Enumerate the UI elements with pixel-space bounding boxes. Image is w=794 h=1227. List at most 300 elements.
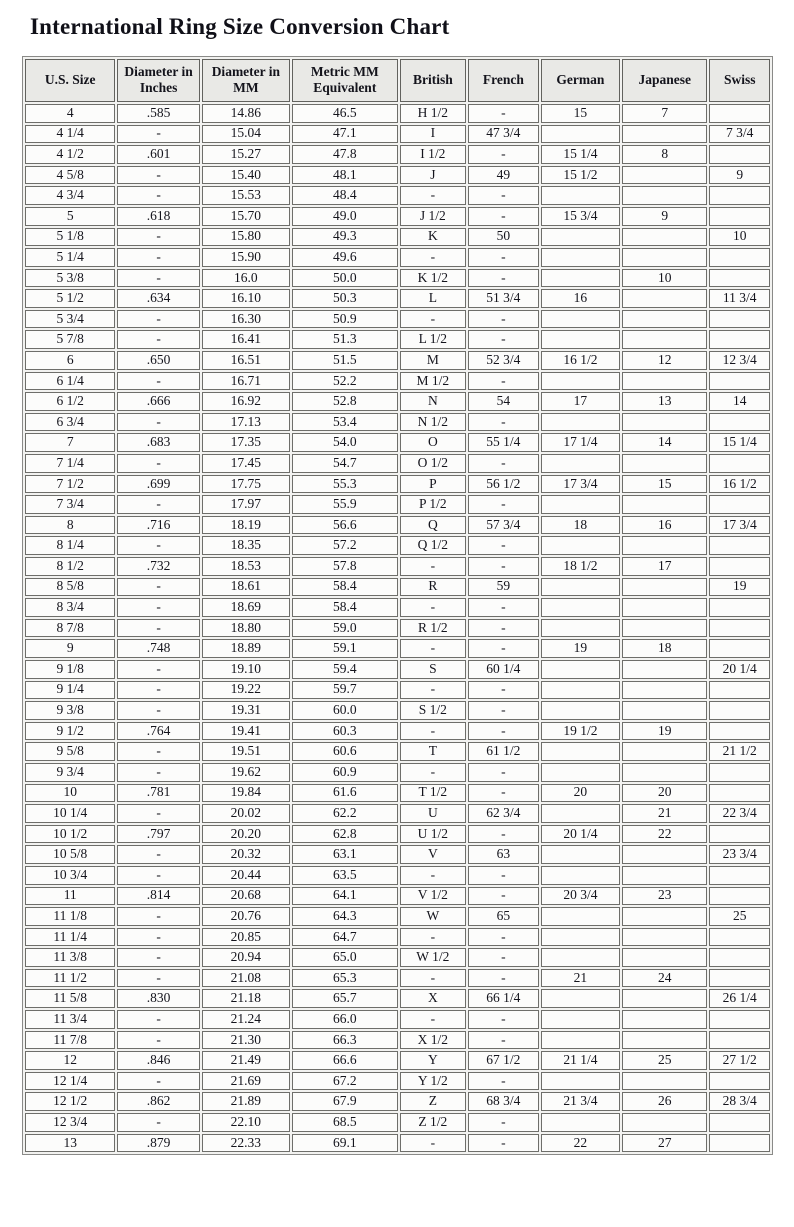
table-row [25, 269, 770, 288]
table-cell: 47.8 [292, 145, 398, 164]
table-cell: 16.10 [202, 289, 290, 308]
table-cell: .716 [117, 516, 199, 535]
table-cell: - [117, 248, 199, 267]
table-row [25, 1113, 770, 1132]
table-cell: - [117, 969, 199, 988]
table-cell: - [117, 681, 199, 700]
table-cell: - [468, 1134, 539, 1153]
table-cell [622, 1031, 707, 1050]
table-cell: - [468, 1010, 539, 1029]
table-cell: 11 7/8 [25, 1031, 115, 1050]
table-cell: - [468, 701, 539, 720]
table-cell: - [400, 969, 466, 988]
table-row [25, 619, 770, 638]
table-cell: 5 3/8 [25, 269, 115, 288]
table-row [25, 845, 770, 864]
table-cell: 12 [25, 1051, 115, 1070]
table-cell: Q 1/2 [400, 536, 466, 555]
table-cell [541, 248, 620, 267]
table-cell [709, 310, 770, 329]
table-cell: 48.1 [292, 166, 398, 185]
table-cell: 7 1/4 [25, 454, 115, 473]
table-cell: 16.30 [202, 310, 290, 329]
table-cell: 57 3/4 [468, 516, 539, 535]
table-cell [622, 228, 707, 247]
table-cell: K 1/2 [400, 269, 466, 288]
table-cell: 17 [541, 392, 620, 411]
table-cell [709, 1113, 770, 1132]
table-cell: H 1/2 [400, 104, 466, 123]
table-cell: 47 3/4 [468, 125, 539, 144]
table-cell: 15.04 [202, 125, 290, 144]
table-cell [622, 619, 707, 638]
column-header: Metric MM Equivalent [292, 59, 398, 102]
table-cell: Y [400, 1051, 466, 1070]
table-cell: 9 [622, 207, 707, 226]
table-cell: 11 [25, 887, 115, 906]
table-cell: 22 [541, 1134, 620, 1153]
table-cell [622, 330, 707, 349]
table-cell: J [400, 166, 466, 185]
table-row [25, 722, 770, 741]
table-cell: - [400, 866, 466, 885]
table-cell: - [117, 372, 199, 391]
table-cell: 15.27 [202, 145, 290, 164]
table-cell: 23 [622, 887, 707, 906]
table-row [25, 701, 770, 720]
table-cell: 19.10 [202, 660, 290, 679]
table-cell: 20 [541, 784, 620, 803]
table-cell: 8 5/8 [25, 578, 115, 597]
table-cell: .683 [117, 433, 199, 452]
table-cell [622, 166, 707, 185]
table-cell: - [468, 784, 539, 803]
table-cell: - [468, 1113, 539, 1132]
table-cell: - [117, 269, 199, 288]
table-row [25, 557, 770, 576]
table-cell: 20.76 [202, 907, 290, 926]
table-cell [622, 928, 707, 947]
table-cell [622, 1072, 707, 1091]
table-row [25, 866, 770, 885]
table-cell: 5 [25, 207, 115, 226]
table-cell [709, 186, 770, 205]
table-cell: 15.90 [202, 248, 290, 267]
table-row [25, 1092, 770, 1111]
table-row [25, 454, 770, 473]
table-row [25, 392, 770, 411]
table-cell: 14.86 [202, 104, 290, 123]
table-cell: 21.89 [202, 1092, 290, 1111]
table-cell: - [468, 269, 539, 288]
table-cell: 9 [25, 639, 115, 658]
table-cell [622, 289, 707, 308]
table-cell: - [468, 681, 539, 700]
table-cell: - [117, 413, 199, 432]
table-cell: 51.3 [292, 330, 398, 349]
table-cell: 51.5 [292, 351, 398, 370]
table-cell: - [117, 1072, 199, 1091]
table-cell: 21 [622, 804, 707, 823]
table-cell: 5 3/4 [25, 310, 115, 329]
table-cell: - [117, 495, 199, 514]
table-cell: 4 5/8 [25, 166, 115, 185]
table-row [25, 310, 770, 329]
table-cell: W 1/2 [400, 948, 466, 967]
table-cell: M [400, 351, 466, 370]
column-header: German [541, 59, 620, 102]
table-cell: S 1/2 [400, 701, 466, 720]
table-cell: - [468, 310, 539, 329]
table-cell: - [117, 763, 199, 782]
table-cell: 17.75 [202, 475, 290, 494]
table-cell [541, 948, 620, 967]
table-cell [709, 454, 770, 473]
table-cell [709, 1072, 770, 1091]
table-cell: 12 1/2 [25, 1092, 115, 1111]
table-cell: 7 [25, 433, 115, 452]
table-cell: 15 3/4 [541, 207, 620, 226]
table-cell: - [117, 186, 199, 205]
table-cell: 11 5/8 [25, 989, 115, 1008]
table-cell: 17.35 [202, 433, 290, 452]
table-cell: S [400, 660, 466, 679]
table-cell: - [468, 598, 539, 617]
ring-size-table-container [22, 56, 773, 1155]
table-cell [622, 701, 707, 720]
table-cell: 10 5/8 [25, 845, 115, 864]
table-cell [709, 557, 770, 576]
table-cell: .618 [117, 207, 199, 226]
table-cell [709, 928, 770, 947]
table-cell [541, 125, 620, 144]
table-cell: 6 1/2 [25, 392, 115, 411]
table-cell: - [468, 145, 539, 164]
table-cell: 17 1/4 [541, 433, 620, 452]
table-cell [709, 619, 770, 638]
table-cell: O [400, 433, 466, 452]
table-cell: 64.3 [292, 907, 398, 926]
table-cell [541, 454, 620, 473]
column-header: French [468, 59, 539, 102]
table-cell: .585 [117, 104, 199, 123]
table-cell: 20 [622, 784, 707, 803]
table-cell [541, 330, 620, 349]
column-header: British [400, 59, 466, 102]
table-cell [622, 742, 707, 761]
table-row [25, 804, 770, 823]
table-cell: - [468, 330, 539, 349]
table-row [25, 1051, 770, 1070]
table-cell [709, 104, 770, 123]
table-cell [709, 969, 770, 988]
table-cell: - [468, 948, 539, 967]
table-cell: 10 [622, 269, 707, 288]
table-cell: 50.0 [292, 269, 398, 288]
table-cell: 14 [709, 392, 770, 411]
table-cell [541, 372, 620, 391]
table-cell: 19.62 [202, 763, 290, 782]
table-cell: 17 [622, 557, 707, 576]
table-cell: 65.0 [292, 948, 398, 967]
table-cell: 59.7 [292, 681, 398, 700]
table-row [25, 413, 770, 432]
table-cell: 20.68 [202, 887, 290, 906]
table-cell: 26 1/4 [709, 989, 770, 1008]
table-cell: .862 [117, 1092, 199, 1111]
table-row [25, 495, 770, 514]
table-cell: 10 [25, 784, 115, 803]
table-cell: 7 [622, 104, 707, 123]
table-cell: 8 1/4 [25, 536, 115, 555]
table-cell: 63.5 [292, 866, 398, 885]
table-cell: .699 [117, 475, 199, 494]
table-cell [541, 186, 620, 205]
table-cell [709, 887, 770, 906]
table-cell: V [400, 845, 466, 864]
table-cell: 57.8 [292, 557, 398, 576]
table-cell [709, 536, 770, 555]
table-cell: R 1/2 [400, 619, 466, 638]
table-cell: P 1/2 [400, 495, 466, 514]
table-cell: 13 [622, 392, 707, 411]
table-cell: 27 [622, 1134, 707, 1153]
table-cell: M 1/2 [400, 372, 466, 391]
table-cell [622, 660, 707, 679]
table-cell [622, 536, 707, 555]
table-cell: 50 [468, 228, 539, 247]
table-cell: U [400, 804, 466, 823]
table-cell: 65.7 [292, 989, 398, 1008]
table-cell: K [400, 228, 466, 247]
table-cell: 57.2 [292, 536, 398, 555]
table-cell [709, 763, 770, 782]
table-cell: X 1/2 [400, 1031, 466, 1050]
table-row [25, 763, 770, 782]
table-cell: 59.0 [292, 619, 398, 638]
table-cell: .797 [117, 825, 199, 844]
table-cell: - [117, 619, 199, 638]
table-cell: 15 [622, 475, 707, 494]
table-cell: .666 [117, 392, 199, 411]
table-cell: L 1/2 [400, 330, 466, 349]
table-row [25, 1031, 770, 1050]
table-cell [622, 598, 707, 617]
table-cell: 25 [622, 1051, 707, 1070]
table-cell: .732 [117, 557, 199, 576]
table-cell: - [468, 207, 539, 226]
table-row [25, 125, 770, 144]
table-cell [709, 639, 770, 658]
table-cell: 67.9 [292, 1092, 398, 1111]
table-cell: - [468, 619, 539, 638]
table-cell: 55 1/4 [468, 433, 539, 452]
table-cell: 66.6 [292, 1051, 398, 1070]
table-cell: 8 7/8 [25, 619, 115, 638]
table-cell: 20 3/4 [541, 887, 620, 906]
table-cell: 59.1 [292, 639, 398, 658]
table-cell: - [117, 701, 199, 720]
table-cell: 18.89 [202, 639, 290, 658]
table-cell: O 1/2 [400, 454, 466, 473]
table-cell [709, 681, 770, 700]
table-cell: 11 1/8 [25, 907, 115, 926]
table-cell [709, 1010, 770, 1029]
table-cell: 22 3/4 [709, 804, 770, 823]
table-cell: N 1/2 [400, 413, 466, 432]
table-cell: 52.2 [292, 372, 398, 391]
column-header: Swiss [709, 59, 770, 102]
table-cell: - [117, 907, 199, 926]
table-cell: 20.85 [202, 928, 290, 947]
table-cell [709, 784, 770, 803]
table-cell: 6 [25, 351, 115, 370]
table-cell: 19.84 [202, 784, 290, 803]
table-cell: 5 1/4 [25, 248, 115, 267]
table-cell: 65.3 [292, 969, 398, 988]
table-cell: - [400, 310, 466, 329]
table-row [25, 1134, 770, 1153]
table-body [25, 104, 770, 1152]
table-row [25, 907, 770, 926]
table-cell: 4 [25, 104, 115, 123]
table-cell: 19.31 [202, 701, 290, 720]
table-cell: .764 [117, 722, 199, 741]
table-cell [541, 763, 620, 782]
table-row [25, 660, 770, 679]
table-cell: J 1/2 [400, 207, 466, 226]
table-cell: 12 [622, 351, 707, 370]
table-cell: 23 3/4 [709, 845, 770, 864]
table-cell: 15 1/2 [541, 166, 620, 185]
table-cell [709, 948, 770, 967]
table-cell: 16 [622, 516, 707, 535]
table-cell: - [117, 166, 199, 185]
table-cell [622, 495, 707, 514]
table-cell [709, 1031, 770, 1050]
table-cell: 50.3 [292, 289, 398, 308]
table-cell: 15.70 [202, 207, 290, 226]
table-cell: 47.1 [292, 125, 398, 144]
table-cell: 65 [468, 907, 539, 926]
table-cell [541, 1072, 620, 1091]
table-cell: 59.4 [292, 660, 398, 679]
table-row [25, 969, 770, 988]
table-cell: 22.33 [202, 1134, 290, 1153]
table-row [25, 433, 770, 452]
table-cell: 18.53 [202, 557, 290, 576]
table-cell: 20.44 [202, 866, 290, 885]
table-cell: 11 3/4 [709, 289, 770, 308]
table-cell: - [117, 928, 199, 947]
table-cell: - [468, 866, 539, 885]
table-cell: 48.4 [292, 186, 398, 205]
table-cell: 49.6 [292, 248, 398, 267]
table-row [25, 989, 770, 1008]
table-cell: 18 [622, 639, 707, 658]
table-cell [541, 578, 620, 597]
table-cell [709, 495, 770, 514]
table-cell: 13 [25, 1134, 115, 1153]
table-cell: 8 [622, 145, 707, 164]
table-cell [622, 413, 707, 432]
table-cell: 46.5 [292, 104, 398, 123]
table-cell: 52.8 [292, 392, 398, 411]
table-cell: - [468, 1072, 539, 1091]
table-cell [709, 330, 770, 349]
table-row [25, 742, 770, 761]
table-cell: 50.9 [292, 310, 398, 329]
table-cell: T 1/2 [400, 784, 466, 803]
table-cell: .601 [117, 145, 199, 164]
table-cell: 18.19 [202, 516, 290, 535]
table-cell: 24 [622, 969, 707, 988]
table-row [25, 475, 770, 494]
table-cell [622, 186, 707, 205]
table-cell: - [468, 372, 539, 391]
table-cell [622, 1113, 707, 1132]
table-cell: - [117, 742, 199, 761]
table-cell: 15.80 [202, 228, 290, 247]
table-cell [622, 125, 707, 144]
column-header: Diameter in MM [202, 59, 290, 102]
table-cell: 18.69 [202, 598, 290, 617]
table-cell: .879 [117, 1134, 199, 1153]
table-cell: 21.69 [202, 1072, 290, 1091]
table-cell: 26 [622, 1092, 707, 1111]
table-cell: 28 3/4 [709, 1092, 770, 1111]
ring-size-conversion-table [22, 56, 773, 1155]
table-cell: 21.18 [202, 989, 290, 1008]
table-cell: 69.1 [292, 1134, 398, 1153]
table-cell: 27 1/2 [709, 1051, 770, 1070]
table-cell [541, 845, 620, 864]
table-cell: 66.0 [292, 1010, 398, 1029]
table-cell [541, 228, 620, 247]
table-cell: 15 1/4 [709, 433, 770, 452]
table-cell: 11 3/8 [25, 948, 115, 967]
table-cell [541, 598, 620, 617]
table-cell: I 1/2 [400, 145, 466, 164]
table-cell: V 1/2 [400, 887, 466, 906]
table-cell [541, 1031, 620, 1050]
table-cell: 59 [468, 578, 539, 597]
table-cell: R [400, 578, 466, 597]
table-row [25, 330, 770, 349]
table-cell: - [400, 598, 466, 617]
table-row [25, 516, 770, 535]
table-cell: - [117, 330, 199, 349]
table-cell: - [468, 639, 539, 658]
table-cell: 16.92 [202, 392, 290, 411]
table-cell: 15.53 [202, 186, 290, 205]
table-cell [541, 495, 620, 514]
table-cell: 18.80 [202, 619, 290, 638]
table-cell: 66 1/4 [468, 989, 539, 1008]
table-cell: 12 3/4 [25, 1113, 115, 1132]
table-cell: 61.6 [292, 784, 398, 803]
table-cell: 15 1/4 [541, 145, 620, 164]
table-cell: - [468, 763, 539, 782]
table-cell: 18.61 [202, 578, 290, 597]
table-cell: Q [400, 516, 466, 535]
table-cell: 6 1/4 [25, 372, 115, 391]
table-cell [709, 248, 770, 267]
table-cell [709, 269, 770, 288]
table-cell: - [117, 454, 199, 473]
table-cell: .748 [117, 639, 199, 658]
table-header-row [25, 59, 770, 102]
